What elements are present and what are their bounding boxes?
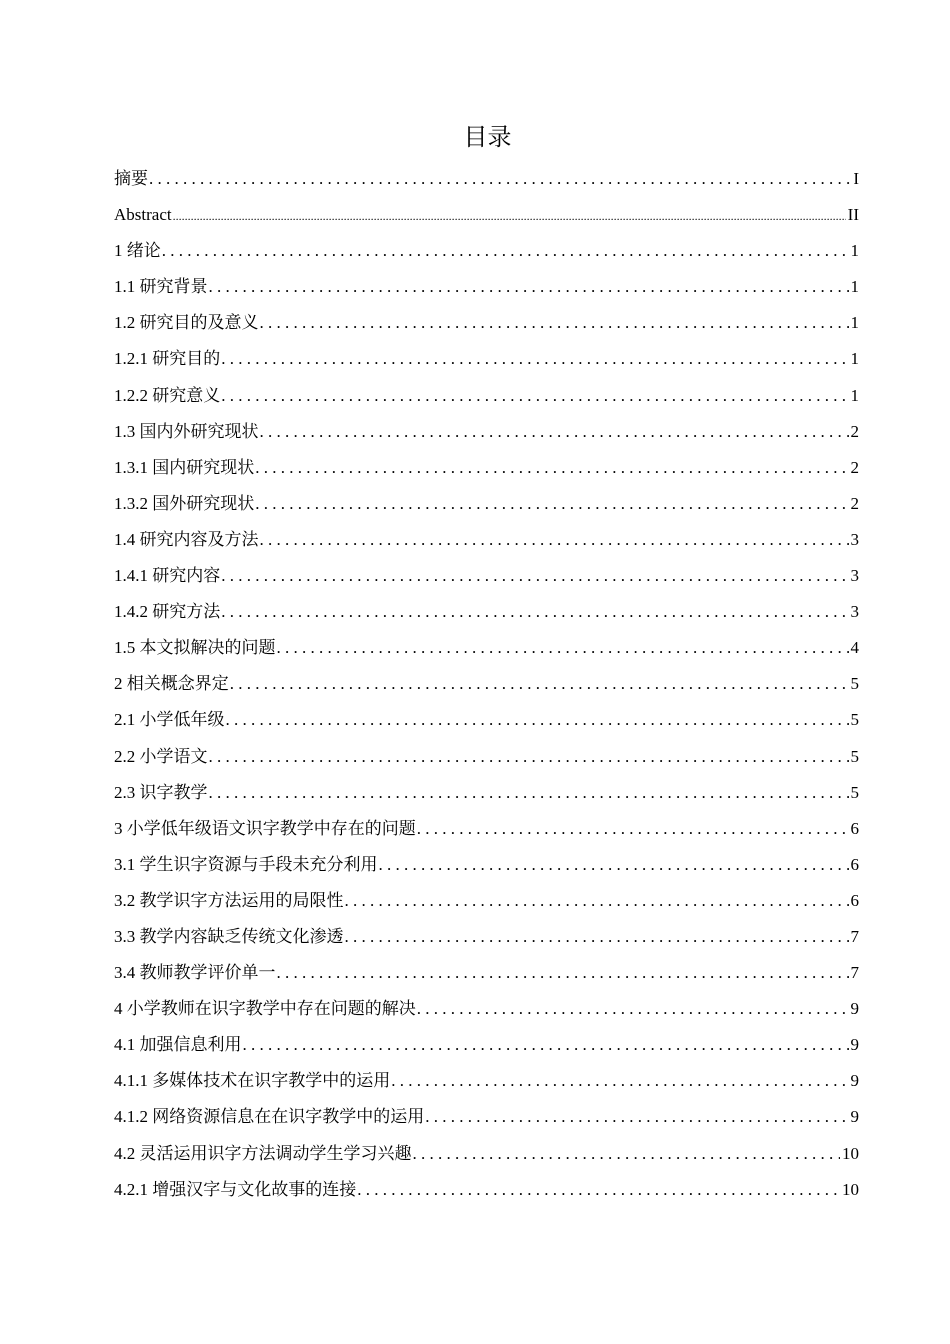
toc-leader <box>379 847 849 883</box>
toc-entry-1-3[interactable] <box>114 414 859 450</box>
toc-leader <box>221 378 848 414</box>
toc-entry-abstract-en[interactable] <box>114 197 859 233</box>
toc-entry-1-3-1[interactable] <box>114 450 859 486</box>
toc-entry-page: 3 <box>850 566 859 586</box>
toc-entry-page: 2 <box>850 493 859 513</box>
toc-entry-2-3[interactable] <box>114 775 859 811</box>
toc-entry-label: 1.3.1 国内研究现状 <box>114 457 255 477</box>
toc-entry-1-3-2[interactable] <box>114 486 859 522</box>
toc-leader <box>345 883 849 919</box>
toc-leader <box>255 486 848 522</box>
toc-entry-page: II <box>847 205 859 225</box>
toc-entry-3-2[interactable] <box>114 883 859 919</box>
toc-leader <box>357 1172 840 1208</box>
toc-entry-4-2[interactable] <box>114 1136 859 1172</box>
toc-entry-label: 4.2.1 增强汉字与文化故事的连接 <box>114 1179 357 1199</box>
toc-entry-page: 5 <box>850 782 859 802</box>
toc-entry-4-2-1[interactable] <box>114 1172 859 1208</box>
toc-title: 目录 <box>463 125 512 151</box>
toc-entry-2-1[interactable] <box>114 702 859 738</box>
toc-entry-1[interactable] <box>114 233 859 269</box>
toc-entry-label: 4 小学教师在识字教学中存在问题的解决 <box>114 999 416 1019</box>
toc-entry-1-4[interactable] <box>114 522 859 558</box>
toc-entry-page: 7 <box>850 963 859 983</box>
toc-entry-4[interactable] <box>114 991 859 1027</box>
toc-entry-label: 1 绪论 <box>114 241 161 261</box>
toc-leader <box>413 1136 841 1172</box>
toc-entry-page: 1 <box>850 241 859 261</box>
toc-leader <box>162 233 849 269</box>
toc-entry-page: 10 <box>842 1179 859 1199</box>
toc-entry-1-1[interactable] <box>114 269 859 305</box>
toc-leader <box>277 630 849 666</box>
toc-entry-1-5[interactable] <box>114 630 859 666</box>
toc-entry-label: 3.1 学生识字资源与手段未充分利用 <box>114 854 378 874</box>
toc-entry-abstract-cn[interactable] <box>114 161 859 197</box>
toc-entry-label: 3.4 教师教学评价单一 <box>114 963 276 983</box>
toc-entry-page: 10 <box>842 1143 859 1163</box>
toc-entry-page: 9 <box>850 1107 859 1127</box>
toc-entry-page: 1 <box>850 313 859 333</box>
toc-entry-label: 1.3.2 国外研究现状 <box>114 493 255 513</box>
toc-entry-1-2-1[interactable] <box>114 341 859 377</box>
toc-entry-page: 9 <box>850 999 859 1019</box>
toc-leader <box>209 269 849 305</box>
toc-entry-label: 3 小学低年级语文识字教学中存在的问题 <box>114 818 416 838</box>
toc-entry-label: 1.4.1 研究内容 <box>114 566 221 586</box>
toc-entry-label: 1.1 研究背景 <box>114 277 208 297</box>
toc-entry-page: 2 <box>850 421 859 441</box>
toc-leader <box>417 811 849 847</box>
toc-entry-label: 4.2 灵活运用识字方法调动学生学习兴趣 <box>114 1143 412 1163</box>
toc-entry-page: 6 <box>850 854 859 874</box>
toc-entry-label: 2.3 识字教学 <box>114 782 208 802</box>
toc-entry-page: 9 <box>850 1035 859 1055</box>
toc-leader <box>255 450 848 486</box>
toc-entry-label: 1.5 本文拟解决的问题 <box>114 638 276 658</box>
toc-entry-label: 2.1 小学低年级 <box>114 710 225 730</box>
toc-entry-page: 6 <box>850 890 859 910</box>
toc-entry-page: 2 <box>850 457 859 477</box>
toc-entry-label: 1.2.1 研究目的 <box>114 349 221 369</box>
toc-leader <box>149 161 851 197</box>
toc-leader <box>260 414 849 450</box>
toc-entry-4-1-1[interactable] <box>114 1063 859 1099</box>
toc-entry-page: 5 <box>850 674 859 694</box>
toc-entry-label: 1.2.2 研究意义 <box>114 385 221 405</box>
toc-entry-label: Abstract <box>114 205 172 225</box>
toc-entry-label: 1.3 国内外研究现状 <box>114 421 259 441</box>
toc-entry-label: 1.2 研究目的及意义 <box>114 313 259 333</box>
toc-leader <box>209 775 849 811</box>
toc-entry-label: 1.4 研究内容及方法 <box>114 529 259 549</box>
toc-entry-label: 4.1.1 多媒体技术在识字教学中的运用 <box>114 1071 391 1091</box>
toc-entry-page: 1 <box>850 385 859 405</box>
toc-entry-1-4-1[interactable] <box>114 558 859 594</box>
toc-entry-4-1[interactable] <box>114 1027 859 1063</box>
toc-entry-page: 5 <box>850 710 859 730</box>
toc-entry-label: 1.4.2 研究方法 <box>114 602 221 622</box>
toc-entry-1-2-2[interactable] <box>114 378 859 414</box>
toc-entry-page: 3 <box>850 529 859 549</box>
toc-entry-label: 2 相关概念界定 <box>114 674 229 694</box>
toc-entry-page: 1 <box>850 277 859 297</box>
toc-leader <box>221 594 848 630</box>
toc-entry-page: I <box>853 169 859 188</box>
toc-leader <box>209 739 849 775</box>
toc-entry-1-4-2[interactable] <box>114 594 859 630</box>
toc-entry-page: 3 <box>850 602 859 622</box>
toc-entry-3-3[interactable] <box>114 919 859 955</box>
toc-entry-page: 7 <box>850 926 859 946</box>
toc-entry-page: 5 <box>850 746 859 766</box>
toc-entry-page: 6 <box>850 818 859 838</box>
toc-leader <box>260 305 849 341</box>
toc-leader <box>226 702 849 738</box>
toc-entry-label: 摘要 <box>114 169 148 188</box>
toc-entry-4-1-2[interactable] <box>114 1099 859 1135</box>
toc-entry-2-2[interactable] <box>114 739 859 775</box>
toc-leader <box>391 1063 848 1099</box>
toc-entry-label: 3.2 教学识字方法运用的局限性 <box>114 890 344 910</box>
toc-leader <box>221 341 848 377</box>
toc-entry-page: 1 <box>850 349 859 369</box>
toc-entry-page: 4 <box>850 638 859 658</box>
toc-leader <box>345 919 849 955</box>
toc-entry-1-2[interactable] <box>114 305 859 341</box>
toc-leader <box>277 955 849 991</box>
toc-entry-2[interactable] <box>114 666 859 702</box>
toc-entry-3-1[interactable] <box>114 847 859 883</box>
toc-list <box>114 161 859 1208</box>
toc-leader <box>221 558 848 594</box>
toc-entry-label: 4.1 加强信息利用 <box>114 1035 242 1055</box>
toc-leader <box>260 522 849 558</box>
toc-entry-3[interactable] <box>114 811 859 847</box>
toc-leader <box>417 991 849 1027</box>
toc-entry-label: 3.3 教学内容缺乏传统文化渗透 <box>114 926 344 946</box>
toc-entry-page: 9 <box>850 1071 859 1091</box>
toc-entry-3-4[interactable] <box>114 955 859 991</box>
toc-leader <box>243 1027 849 1063</box>
toc-entry-label: 4.1.2 网络资源信息在在识字教学中的运用 <box>114 1107 425 1127</box>
toc-leader <box>230 666 849 702</box>
toc-entry-label: 2.2 小学语文 <box>114 746 208 766</box>
toc-leader <box>425 1099 848 1135</box>
toc-leader <box>173 197 846 234</box>
